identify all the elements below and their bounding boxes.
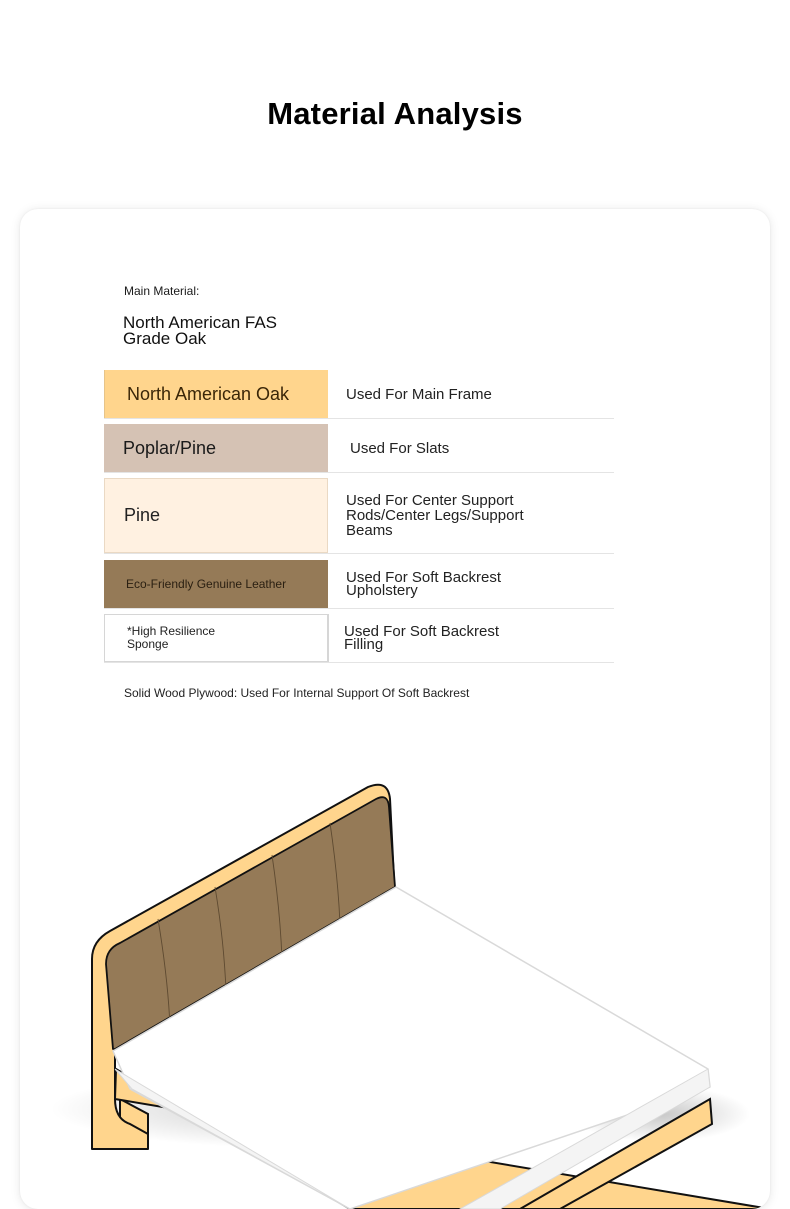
material-row-sponge (104, 614, 614, 663)
material-swatch-sponge (104, 614, 328, 662)
material-usage: Used For Soft Backrest Filling (344, 623, 500, 653)
main-material-label: Main Material: (124, 284, 200, 298)
material-usage: Used For Soft Backrest Upholstery (346, 569, 502, 599)
material-usage: Used For Center Support Rods/Center Legs/Support Beams (346, 492, 524, 539)
page-title: Material Analysis (267, 96, 523, 131)
material-row-oak (104, 370, 614, 419)
material-card (20, 209, 770, 1209)
main-material-value: North American FAS Grade Oak (123, 313, 278, 348)
material-usage: Used For Slats (350, 439, 450, 457)
material-name: Pine (124, 505, 161, 525)
material-name: Eco-Friendly Genuine Leather (126, 577, 287, 591)
material-row-pine (104, 478, 614, 554)
material-row-poplar-pine (104, 424, 614, 473)
material-usage: Used For Main Frame (346, 385, 492, 403)
bed-illustration (20, 769, 770, 1209)
material-name: North American Oak (127, 383, 290, 404)
material-swatch-poplar-pine (104, 424, 328, 472)
material-row-leather (104, 560, 614, 609)
material-swatch-leather (104, 560, 328, 608)
material-swatch-pine (104, 478, 328, 553)
material-name: *High Resilience Sponge (127, 624, 216, 651)
material-name: Poplar/Pine (123, 437, 217, 458)
footnote: Solid Wood Plywood: Used For Internal Support Of Soft Backrest (124, 686, 470, 700)
column-divider (328, 614, 329, 662)
material-swatch-oak (104, 370, 328, 418)
